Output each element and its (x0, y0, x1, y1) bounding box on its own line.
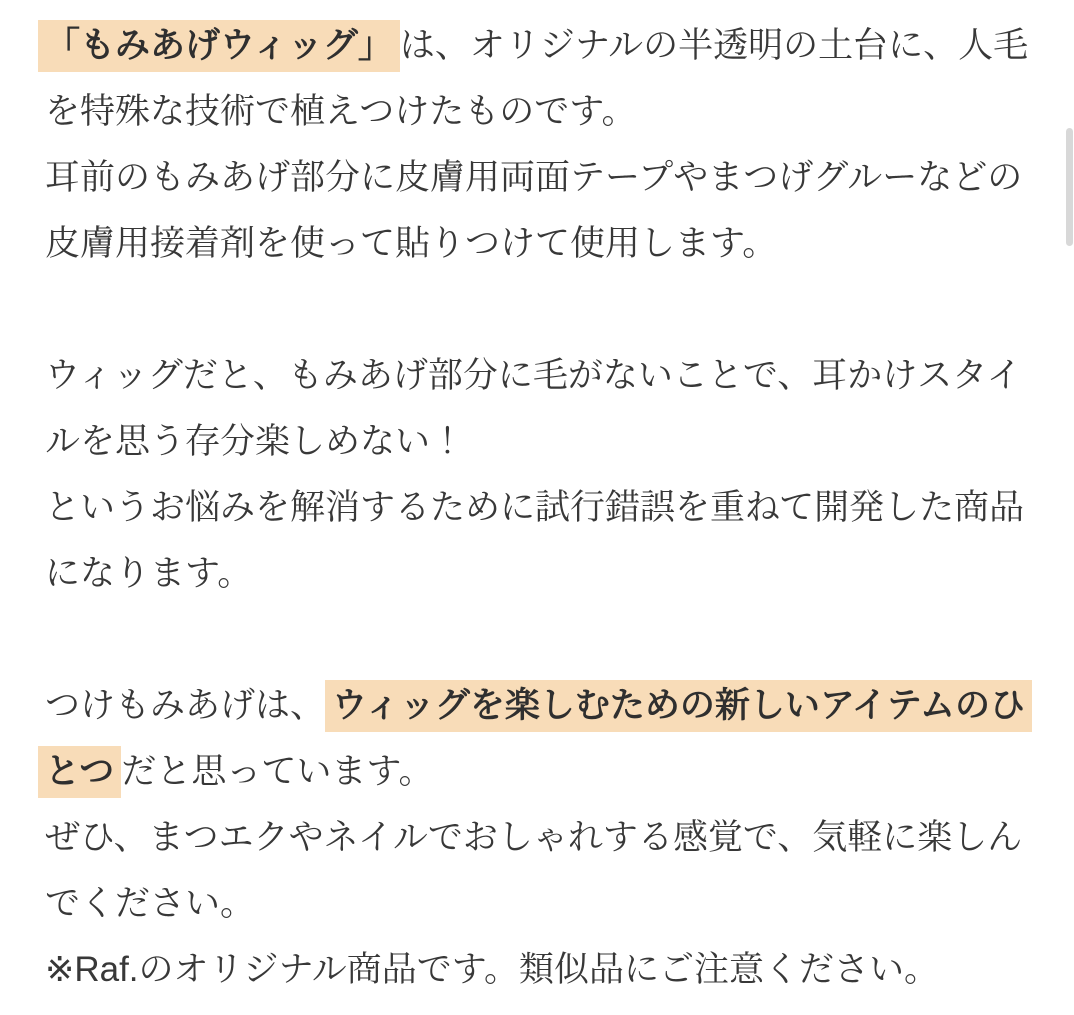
text-segment: ぜひ、まつエクやネイルでおしゃれする感覚で、気軽に楽しん (45, 818, 1023, 857)
text-line (45, 343, 1034, 409)
text-line (45, 937, 1034, 1003)
text-segment: でください。 (45, 884, 256, 923)
text-segment: になります。 (45, 554, 253, 593)
product-description (0, 13, 1074, 1003)
text-segment: つけもみあげは、 (45, 686, 326, 725)
text-line (45, 475, 1034, 541)
text-segment: 皮膚用接着剤を使って貼りつけて使用します。 (45, 224, 778, 263)
text-segment: というお悩みを解消するために試行錯誤を重ねて開発した商品 (45, 488, 1025, 527)
text-line (45, 145, 1034, 211)
blank-line (45, 607, 1034, 673)
text-segment: は、オリジナルの半透明の土台に、人毛 (399, 26, 1029, 65)
text-line (45, 211, 1034, 277)
text-line (45, 805, 1034, 871)
text-line (45, 673, 1034, 739)
scrollbar-thumb[interactable] (1066, 128, 1073, 246)
text-segment: だと思っています。 (121, 752, 434, 791)
scrollbar (1065, 0, 1074, 1015)
highlighted-text-segment: ウィッグを楽しむための新しいアイテムのひ (325, 680, 1032, 732)
text-line (45, 13, 1034, 79)
text-segment: 耳前のもみあげ部分に皮膚用両面テープやまつげグルーなどの (45, 158, 1023, 197)
blank-line (45, 277, 1034, 343)
text-segment: を特殊な技術で植えつけたものです。 (45, 92, 637, 131)
text-line (45, 409, 1034, 475)
text-line (45, 79, 1034, 145)
text-segment: ウィッグだと、もみあげ部分に毛がないことで、耳かけスタイ (45, 356, 1022, 395)
text-segment: ルを思う存分楽しめない！ (45, 422, 466, 461)
highlighted-text-segment: とつ (38, 746, 121, 798)
highlighted-text-segment: 「もみあげウィッグ」 (38, 20, 400, 72)
text-line (45, 871, 1034, 937)
text-line (45, 541, 1034, 607)
text-line (45, 739, 1034, 805)
text-segment: ※Raf.のオリジナル商品です。類似品にご注意ください。 (45, 950, 939, 989)
